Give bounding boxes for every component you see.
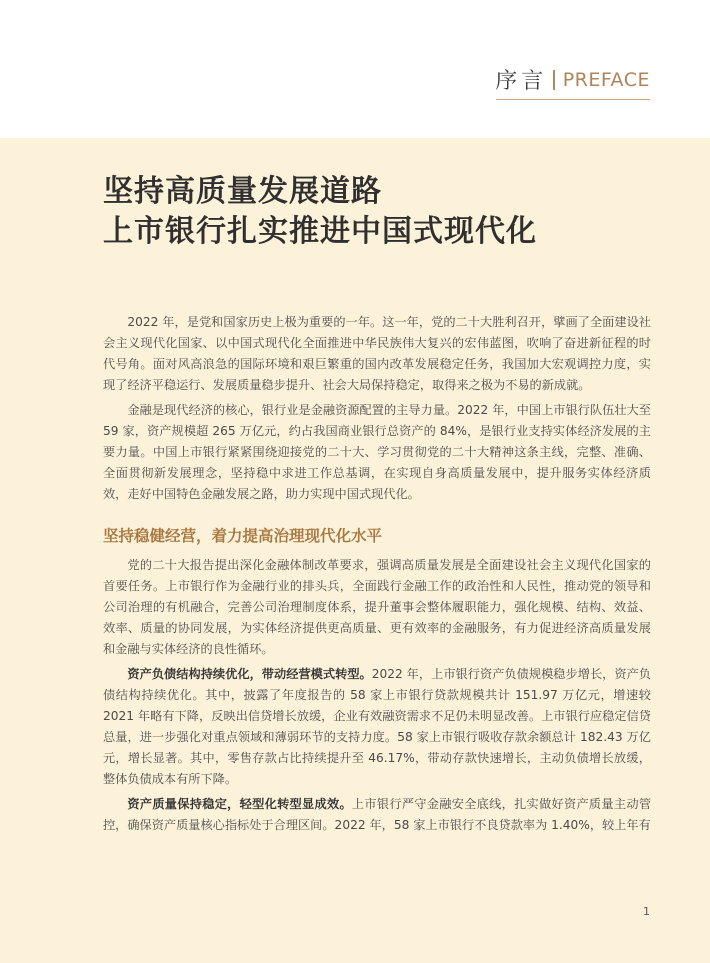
paragraph-body: 上市银行严守金融安全底线，扎实做好资产质量主动管控，确保资产质量核心指标处于合理区间。2022 年，58 家上市银行不良贷款率为 1.40%，较上年有 xyxy=(103,797,652,832)
section-heading: 坚持稳健经营，着力提高治理现代化水平 xyxy=(103,527,383,545)
section-title-en: PREFACE xyxy=(562,68,650,91)
paragraph-body: 2022 年，上市银行资产负债规模稳步增长，资产负债结构持续优化。其中，披露了年度报告的 58 家上市银行贷款规模共计 151.97 万亿元，增速较 2021 年略有下降，反映出信贷增长放缓，企业有效融资需求不足仍未明显改善。上市银行应稳定信贷总量，进一步强化对重点领域和薄弱环节的支持力度。58 家上市银行吸收存款余额总计 182.43 万亿元，增长显著。其中，零售存款占比持续提升至 46.17%，带动存款快速增长，主动负债增长放缓，整体负债成本有所下降。 xyxy=(103,667,651,786)
intro-paragraph-2: 金融是现代经济的核心，银行业是金融资源配置的主导力量。2022 年，中国上市银行队伍壮大至 59 家，资产规模超 265 万亿元，约占我国商业银行总资产的 84%，是银行业支持实体经济发展的主要力量。中国上市银行紧紧围绕迎接党的二十大、学习贯彻党的二十大精神这条主线，完整、准确、全面贯彻新发展理念，坚持稳中求进工作总基调，在实现自身高质量发展中，提升服务实体经济质效，走好中国特色金融发展之路，助力实现中国式现代化。 xyxy=(103,403,651,501)
section-paragraph-2 xyxy=(103,664,651,790)
section-paragraph-3 xyxy=(103,794,651,836)
page-title xyxy=(103,172,537,252)
paragraph-lead: 资产负债结构持续优化，带动经营模式转型。 xyxy=(127,667,372,681)
title-line-2: 上市银行扎实推进中国式现代化 xyxy=(103,214,537,249)
paragraph-lead: 资产质量保持稳定，轻型化转型显成效。 xyxy=(127,797,352,811)
title-line-1: 坚持高质量发展道路 xyxy=(103,174,382,209)
header-rule xyxy=(496,99,650,100)
section-title-cn: 序言 xyxy=(495,69,548,94)
intro-paragraph-1: 2022 年，是党和国家历史上极为重要的一年。这一年，党的二十大胜利召开，擘画了全面建设社会主义现代化国家、以中国式现代化全面推进中华民族伟大复兴的宏伟蓝图，吹响了奋进新征程的时代号角。面对风高浪急的国际环境和艰巨繁重的国内改革发展稳定任务，我国加大宏观调控力度，实现了经济平稳运行、发展质量稳步提升、社会大局保持稳定，取得来之极为不易的新成就。 xyxy=(103,315,651,392)
section-tag xyxy=(495,64,650,95)
page-header xyxy=(0,0,710,138)
page-number: 1 xyxy=(643,905,650,918)
section-paragraph-1: 党的二十大报告提出深化金融体制改革要求，强调高质量发展是全面建设社会主义现代化国家的首要任务。上市银行作为金融行业的排头兵，全面践行金融工作的政治性和人民性，推动党的领导和公司治理的有机融合，完善公司治理制度体系，提升董事会整体履职能力，强化规模、结构、效益、效率、质量的协同发展，为实体经济提供更高质量、更有效率的金融服务，有力促进经济高质量发展和金融与实体经济的良性循环。 xyxy=(103,558,651,656)
body-text xyxy=(103,312,651,840)
section-divider xyxy=(553,70,555,90)
